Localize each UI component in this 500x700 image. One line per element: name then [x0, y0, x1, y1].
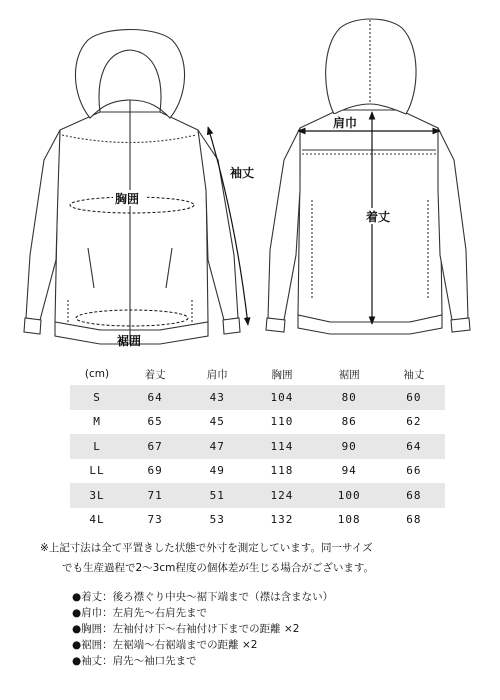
header-chest: 胸囲 [271, 368, 293, 381]
label-length: 着丈 [366, 210, 391, 224]
definition-sleeve: ●袖丈：肩先〜袖口先まで [72, 655, 197, 667]
definition-chest: ●胸囲：左袖付け下〜右袖付け下までの距離 ×2 [72, 623, 300, 635]
size-cell: 4L [89, 513, 105, 527]
label-shoulder: 肩巾 [333, 116, 358, 130]
table-cell: 51 [186, 483, 248, 508]
table-cell: 90 [316, 434, 383, 459]
table-row [70, 508, 445, 533]
definition-shoulder: ●肩巾：左肩先〜右肩先まで [72, 607, 208, 619]
table-cell: 71 [124, 483, 186, 508]
measurement-definitions [72, 589, 482, 669]
table-cell: 73 [147, 513, 163, 527]
table-cell: 108 [337, 513, 361, 527]
jacket-front-view [24, 30, 240, 345]
size-cell: S [70, 385, 124, 410]
table-cell: 100 [316, 483, 383, 508]
table-row [70, 410, 445, 435]
size-cell: L [70, 434, 124, 459]
table-cell: 62 [406, 415, 422, 429]
size-table-header [70, 363, 445, 385]
table-cell: 110 [270, 415, 294, 429]
size-cell: M [93, 415, 101, 429]
label-hem: 裾囲 [117, 334, 142, 348]
table-row [70, 385, 445, 410]
jacket-back-view [266, 19, 470, 334]
size-cell: LL [89, 464, 105, 478]
table-cell: 49 [209, 464, 225, 478]
table-row [70, 434, 445, 459]
table-row [70, 483, 445, 508]
table-cell: 67 [124, 434, 186, 459]
table-cell: 45 [209, 415, 225, 429]
table-cell: 64 [124, 385, 186, 410]
table-cell: 124 [248, 483, 315, 508]
note-line-2: でも生産過程で2〜3cm程度の個体差が生じる場合がございます。 [62, 562, 375, 574]
table-cell: 118 [270, 464, 294, 478]
table-cell: 114 [248, 434, 315, 459]
size-table [70, 363, 445, 532]
table-cell: 68 [406, 513, 422, 527]
definition-hem: ●裾囲：左裾端〜右裾端までの距離 ×2 [72, 639, 258, 651]
note-line-1: ※上記寸法は全て平置きした状態で外寸を測定しています。同一サイズ [40, 542, 373, 554]
table-cell: 86 [341, 415, 357, 429]
table-cell: 65 [147, 415, 163, 429]
header-unit: (cm) [84, 368, 110, 380]
table-cell: 132 [270, 513, 294, 527]
header-shoulder: 肩巾 [206, 368, 228, 381]
table-cell: 53 [209, 513, 225, 527]
table-cell: 94 [341, 464, 357, 478]
table-cell: 60 [383, 385, 445, 410]
size-cell: 3L [70, 483, 124, 508]
table-cell: 47 [186, 434, 248, 459]
table-cell: 64 [383, 434, 445, 459]
table-cell: 80 [316, 385, 383, 410]
definition-length: ●着丈：後ろ襟ぐり中央〜裾下端まで（襟は含まない） [72, 591, 334, 603]
header-sleeve: 袖丈 [403, 368, 425, 381]
table-cell: 66 [406, 464, 422, 478]
table-row [70, 459, 445, 484]
table-cell: 68 [383, 483, 445, 508]
label-sleeve: 袖丈 [230, 166, 255, 180]
table-cell: 104 [248, 385, 315, 410]
header-length: 着丈 [144, 368, 166, 381]
label-chest: 胸囲 [115, 192, 140, 206]
table-cell: 69 [147, 464, 163, 478]
header-hem: 裾囲 [338, 368, 360, 381]
measurement-notes [40, 538, 480, 578]
table-cell: 43 [186, 385, 248, 410]
